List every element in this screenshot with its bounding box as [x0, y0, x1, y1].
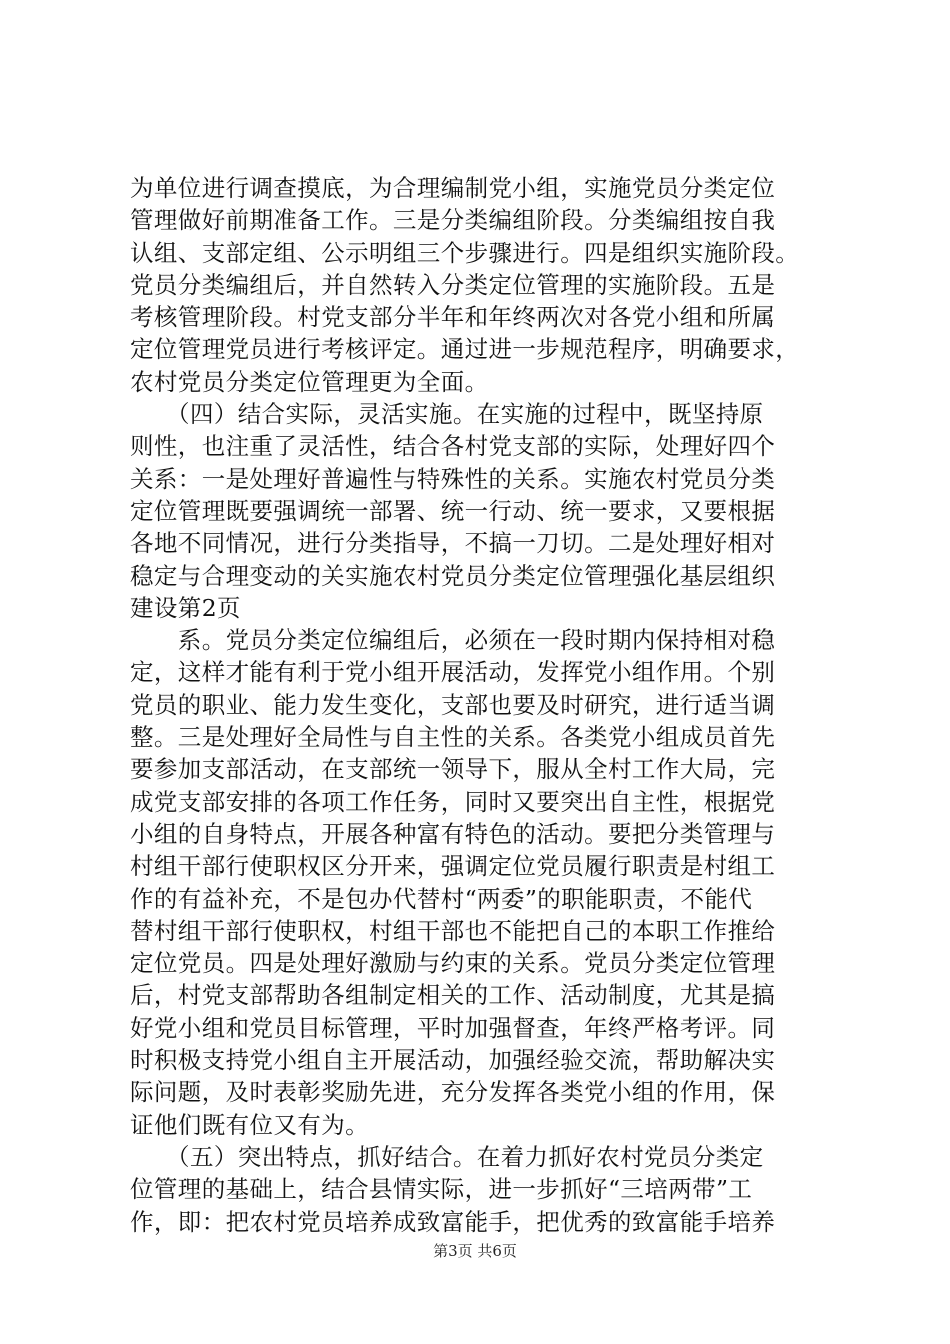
text-line: 替村组干部行使职权，村组干部也不能把自己的本职工作推给 [130, 916, 776, 945]
document-body [130, 172, 832, 1238]
text-line: 定位管理既要强调统一部署、统一行动、统一要求，又要根据 [130, 496, 776, 525]
text-line: 党员的职业、能力发生变化，支部也要及时研究，进行适当调 [130, 690, 776, 719]
text-line: 整。三是处理好全局性与自主性的关系。各类党小组成员首先 [130, 723, 776, 752]
text-line: 定位党员。四是处理好激励与约束的关系。党员分类定位管理 [130, 949, 776, 978]
text-line: （五）突出特点，抓好结合。在着力抓好农村党员分类定 [130, 1142, 764, 1171]
text-line: 好党小组和党员目标管理，平时加强督查，年终严格考评。同 [130, 1013, 776, 1042]
text-line: 定，这样才能有利于党小组开展活动，发挥党小组作用。个别 [130, 658, 776, 687]
text-line: 位管理的基础上，结合县情实际，进一步抓好“三培两带”工 [130, 1175, 753, 1204]
text-line: 农村党员分类定位管理更为全面。 [130, 367, 489, 396]
text-line: 成党支部安排的各项工作任务，同时又要突出自主性，根据党 [130, 787, 776, 816]
page-footer [0, 1240, 950, 1261]
text-line: 定位管理党员进行考核评定。通过进一步规范程序，明确要求， [130, 335, 800, 364]
text-line: 作，即：把农村党员培养成致富能手，把优秀的致富能手培养 [130, 1207, 776, 1236]
text-line: 作的有益补充，不是包办代替村“两委”的职能职责，不能代 [130, 884, 753, 913]
text-line: 考核管理阶段。村党支部分半年和年终两次对各党小组和所属 [130, 303, 776, 332]
text-line: 证他们既有位又有为。 [130, 1110, 369, 1139]
text-line: 建设第2页 [130, 593, 241, 622]
text-line: 为单位进行调查摸底，为合理编制党小组，实施党员分类定位 [130, 174, 776, 202]
text-line: 后，村党支部帮助各组制定相关的工作、活动制度，尤其是搞 [130, 981, 776, 1010]
text-line: 认组、支部定组、公示明组三个步骤进行。四是组织实施阶段。 [130, 238, 800, 267]
text-line: 党员分类编组后，并自然转入分类定位管理的实施阶段。五是 [130, 270, 776, 299]
text-line: （四）结合实际，灵活实施。在实施的过程中，既坚持原 [130, 400, 764, 429]
text-line: 稳定与合理变动的关实施农村党员分类定位管理强化基层组织 [130, 561, 776, 590]
text-line: 则性，也注重了灵活性，结合各村党支部的实际，处理好四个 [130, 432, 776, 461]
text-line: 系。党员分类定位编组后，必须在一段时期内保持相对稳 [130, 626, 776, 655]
text-line: 各地不同情况，进行分类指导，不搞一刀切。二是处理好相对 [130, 529, 776, 558]
text-line: 时积极支持党小组自主开展活动，加强经验交流，帮助解决实 [130, 1046, 776, 1075]
text-line: 管理做好前期准备工作。三是分类编组阶段。分类编组按自我 [130, 206, 776, 235]
page-number-label: 第3页 共6页 [433, 1242, 517, 1260]
text-line: 村组干部行使职权区分开来，强调定位党员履行职责是村组工 [130, 852, 776, 881]
text-line: 际问题，及时表彰奖励先进，充分发挥各类党小组的作用，保 [130, 1078, 776, 1107]
text-line: 小组的自身特点，开展各种富有特色的活动。要把分类管理与 [130, 819, 776, 848]
text-line: 要参加支部活动，在支部统一领导下，服从全村工作大局，完 [130, 755, 776, 784]
text-line: 关系：一是处理好普遍性与特殊性的关系。实施农村党员分类 [130, 464, 776, 493]
